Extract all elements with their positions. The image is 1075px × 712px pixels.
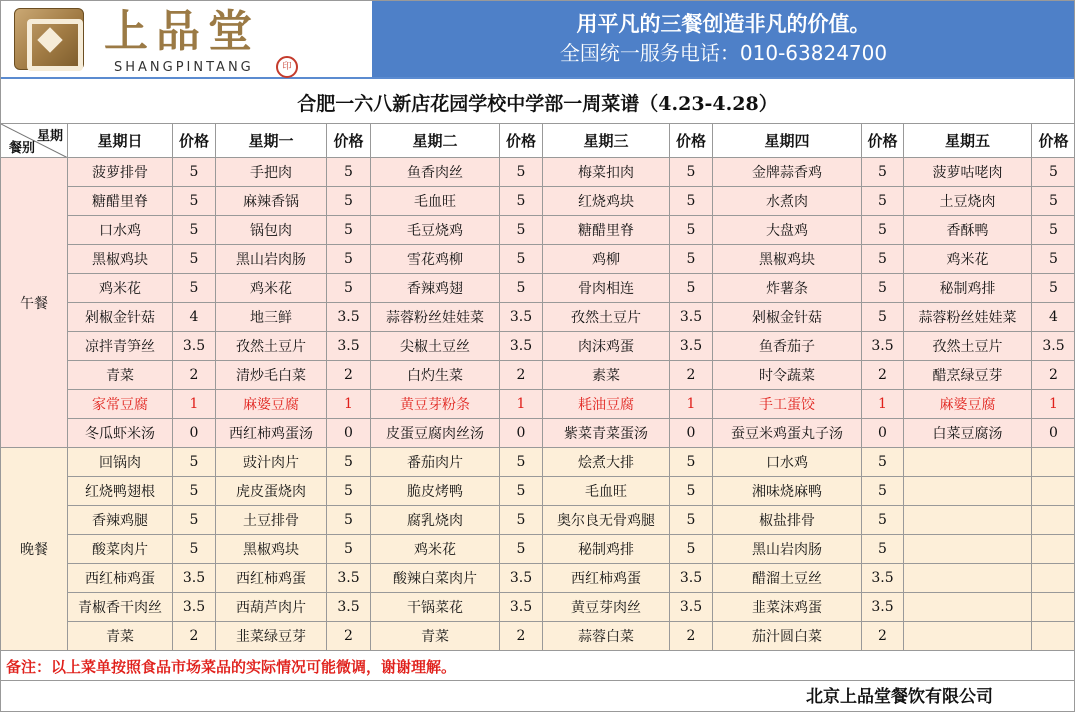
dish-cell: 凉拌青笋丝 [68,332,173,361]
price-cell: 0 [670,419,713,448]
dish-cell: 青菜 [68,361,173,390]
dish-cell: 清炒毛白菜 [216,361,327,390]
price-cell: 5 [1032,187,1075,216]
price-cell: 5 [173,506,216,535]
price-cell: 5 [327,448,371,477]
dish-cell: 蒜蓉粉丝娃娃菜 [904,303,1032,332]
hotline: 全国统一服务电话：010-63824700 [559,41,888,65]
price-cell: 3.5 [500,593,543,622]
price-cell: 5 [173,535,216,564]
table-row [1,448,1075,477]
dish-cell: 手工蛋饺 [713,390,862,419]
dish-cell: 西红柿鸡蛋 [68,564,173,593]
price-cell: 5 [173,216,216,245]
price-cell: 3.5 [1032,332,1075,361]
dish-cell: 大盘鸡 [713,216,862,245]
slogan-banner [372,0,1075,77]
dish-cell: 腐乳烧肉 [371,506,500,535]
table-row [1,564,1075,593]
price-cell: 5 [327,274,371,303]
dish-cell: 奥尔良无骨鸡腿 [543,506,670,535]
price-cell: 5 [862,535,904,564]
dish-cell: 醋烹绿豆芽 [904,361,1032,390]
dish-cell: 蒜蓉粉丝娃娃菜 [371,303,500,332]
price-cell: 5 [173,158,216,187]
dish-cell: 糖醋里脊 [68,187,173,216]
dish-cell: 素菜 [543,361,670,390]
price-cell: 5 [173,477,216,506]
price-cell: 5 [670,187,713,216]
dish-cell: 家常豆腐 [68,390,173,419]
dish-cell: 锅包肉 [216,216,327,245]
price-cell: 2 [173,361,216,390]
price-cell: 2 [862,622,904,651]
dish-cell: 菠萝排骨 [68,158,173,187]
price-cell [1032,593,1075,622]
price-cell: 3.5 [500,303,543,332]
price-cell: 5 [500,477,543,506]
price-cell: 3.5 [500,332,543,361]
dish-cell: 黄豆芽肉丝 [543,593,670,622]
dish-cell: 金牌蒜香鸡 [713,158,862,187]
dish-cell: 鸡柳 [543,245,670,274]
price-cell: 3.5 [862,593,904,622]
table-row [1,593,1075,622]
lunch-label: 午餐 [1,158,68,448]
menu-body [1,158,1075,651]
price-cell: 1 [1032,390,1075,419]
price-cell: 3.5 [500,564,543,593]
day-header: 星期一 [216,124,327,158]
price-cell [1032,448,1075,477]
table-row [1,535,1075,564]
dish-cell: 青椒香干肉丝 [68,593,173,622]
price-cell: 3.5 [173,564,216,593]
price-cell: 5 [862,448,904,477]
table-row [1,245,1075,274]
price-header: 价格 [862,124,904,158]
dish-cell: 红烧鸡块 [543,187,670,216]
dish-cell: 剁椒金针菇 [68,303,173,332]
price-cell: 5 [500,216,543,245]
dish-cell: 鱼香茄子 [713,332,862,361]
page-title: 合肥一六八新店花园学校中学部一周菜谱（4.23-4.28） [297,93,778,115]
dish-cell: 西红柿鸡蛋汤 [216,419,327,448]
dish-cell: 黄豆芽粉条 [371,390,500,419]
price-cell: 5 [670,245,713,274]
dish-cell [904,564,1032,593]
price-header: 价格 [1032,124,1075,158]
dish-cell: 麻婆豆腐 [904,390,1032,419]
dish-cell: 剁椒金针菇 [713,303,862,332]
dish-cell: 韭菜沫鸡蛋 [713,593,862,622]
price-cell: 5 [327,477,371,506]
dish-cell: 手把肉 [216,158,327,187]
dish-cell: 毛血旺 [543,477,670,506]
dish-cell: 豉汁肉片 [216,448,327,477]
corner-meal-label: 餐别 [9,141,36,156]
price-cell: 5 [670,216,713,245]
price-cell: 5 [173,245,216,274]
price-cell: 2 [173,622,216,651]
corner-cell [1,124,68,158]
price-cell: 5 [173,448,216,477]
dish-cell: 秘制鸡排 [904,274,1032,303]
dish-cell: 梅菜扣肉 [543,158,670,187]
price-cell [1032,477,1075,506]
dish-cell: 虎皮蛋烧肉 [216,477,327,506]
dish-cell: 土豆排骨 [216,506,327,535]
price-header: 价格 [327,124,371,158]
price-cell: 3.5 [862,332,904,361]
price-cell: 0 [500,419,543,448]
price-cell: 3.5 [327,593,371,622]
dish-cell: 地三鲜 [216,303,327,332]
price-cell: 2 [862,361,904,390]
price-cell: 1 [862,390,904,419]
dish-cell: 水煮肉 [713,187,862,216]
price-cell: 5 [1032,245,1075,274]
dish-cell: 茄汁圆白菜 [713,622,862,651]
price-cell: 2 [500,361,543,390]
table-row [1,216,1075,245]
dish-cell: 回锅肉 [68,448,173,477]
dish-cell: 脆皮烤鸭 [371,477,500,506]
price-cell: 3.5 [670,564,713,593]
day-header: 星期五 [904,124,1032,158]
price-cell: 5 [862,274,904,303]
dish-cell: 香辣鸡翅 [371,274,500,303]
price-cell: 5 [500,245,543,274]
price-cell: 5 [670,158,713,187]
dish-cell: 口水鸡 [713,448,862,477]
price-header: 价格 [500,124,543,158]
header [0,0,1075,79]
logo-text: 上品堂 [104,6,260,57]
dish-cell [904,448,1032,477]
price-cell: 5 [670,448,713,477]
price-cell: 5 [500,274,543,303]
footnote: 备注：以上菜单按照食品市场菜品的实际情况可能微调，谢谢理解。 [0,653,1075,681]
price-cell: 5 [327,535,371,564]
price-cell: 3.5 [327,303,371,332]
dish-cell: 酸辣白菜肉片 [371,564,500,593]
price-cell: 3.5 [173,332,216,361]
dish-cell: 孜然土豆片 [904,332,1032,361]
table-row [1,332,1075,361]
price-cell: 3.5 [862,564,904,593]
price-cell: 5 [670,535,713,564]
table-row [1,506,1075,535]
slogan: 用平凡的三餐创造非凡的价值。 [576,12,871,36]
dish-cell: 鸡米花 [904,245,1032,274]
dish-cell: 蒜蓉白菜 [543,622,670,651]
dish-cell: 鸡米花 [371,535,500,564]
price-cell: 3.5 [173,593,216,622]
dish-cell: 黑椒鸡块 [68,245,173,274]
dish-cell: 湘味烧麻鸭 [713,477,862,506]
price-cell [1032,622,1075,651]
dish-cell: 雪花鸡柳 [371,245,500,274]
price-cell: 1 [173,390,216,419]
weekly-menu-table [0,123,1075,651]
price-cell: 2 [327,622,371,651]
dish-cell: 白灼生菜 [371,361,500,390]
price-cell: 2 [1032,361,1075,390]
price-cell: 5 [1032,216,1075,245]
logo-emblem-icon [14,8,84,70]
table-row [1,187,1075,216]
price-cell: 5 [327,158,371,187]
price-cell: 3.5 [327,564,371,593]
table-row [1,361,1075,390]
dish-cell [904,535,1032,564]
dish-cell: 黑椒鸡块 [216,535,327,564]
dish-cell: 鸡米花 [216,274,327,303]
day-header: 星期二 [371,124,500,158]
price-cell: 4 [173,303,216,332]
dish-cell: 西葫芦肉片 [216,593,327,622]
price-cell: 2 [670,622,713,651]
dish-cell: 香酥鸭 [904,216,1032,245]
dish-cell: 皮蛋豆腐肉丝汤 [371,419,500,448]
table-row [1,303,1075,332]
price-cell: 5 [862,187,904,216]
table-row [1,419,1075,448]
price-cell [1032,506,1075,535]
price-cell: 1 [327,390,371,419]
dish-cell: 尖椒土豆丝 [371,332,500,361]
price-cell: 5 [327,187,371,216]
day-header: 星期三 [543,124,670,158]
dish-cell: 香辣鸡腿 [68,506,173,535]
price-cell: 5 [862,216,904,245]
dish-cell: 紫菜青菜蛋汤 [543,419,670,448]
dish-cell: 孜然土豆片 [216,332,327,361]
price-cell: 5 [1032,274,1075,303]
price-cell: 5 [327,506,371,535]
price-cell: 5 [500,158,543,187]
price-cell: 1 [670,390,713,419]
table-row [1,158,1075,187]
brand-logo [8,4,370,77]
dish-cell: 蚕豆米鸡蛋丸子汤 [713,419,862,448]
price-cell: 5 [862,245,904,274]
price-header: 价格 [670,124,713,158]
price-cell: 5 [173,187,216,216]
dish-cell: 麻婆豆腐 [216,390,327,419]
dish-cell: 椒盐排骨 [713,506,862,535]
price-cell: 5 [862,158,904,187]
price-cell: 0 [862,419,904,448]
dish-cell: 酸菜肉片 [68,535,173,564]
table-row [1,390,1075,419]
price-cell: 0 [173,419,216,448]
dish-cell: 番茄肉片 [371,448,500,477]
price-cell: 5 [862,477,904,506]
day-header: 星期日 [68,124,173,158]
price-header: 价格 [173,124,216,158]
day-header: 星期四 [713,124,862,158]
dinner-label: 晚餐 [1,448,68,651]
price-cell [1032,535,1075,564]
price-cell: 0 [1032,419,1075,448]
dish-cell [904,477,1032,506]
dish-cell: 毛血旺 [371,187,500,216]
dish-cell: 黑山岩肉肠 [216,245,327,274]
price-cell: 5 [670,506,713,535]
dish-cell: 时令蔬菜 [713,361,862,390]
dish-cell: 孜然土豆片 [543,303,670,332]
dish-cell [904,593,1032,622]
price-cell: 5 [862,303,904,332]
dish-cell: 鸡米花 [68,274,173,303]
dish-cell: 耗油豆腐 [543,390,670,419]
dish-cell: 白菜豆腐汤 [904,419,1032,448]
dish-cell: 醋溜土豆丝 [713,564,862,593]
dish-cell: 青菜 [371,622,500,651]
price-cell: 1 [500,390,543,419]
dish-cell: 烩煮大排 [543,448,670,477]
dish-cell: 炸薯条 [713,274,862,303]
dish-cell: 菠萝咕咾肉 [904,158,1032,187]
price-cell: 5 [173,274,216,303]
dish-cell: 鱼香肉丝 [371,158,500,187]
dish-cell: 麻辣香锅 [216,187,327,216]
price-cell: 5 [670,477,713,506]
table-header-row [1,124,1075,158]
dish-cell: 糖醋里脊 [543,216,670,245]
dish-cell: 冬瓜虾米汤 [68,419,173,448]
price-cell: 2 [327,361,371,390]
price-cell: 4 [1032,303,1075,332]
price-cell [1032,564,1075,593]
dish-cell [904,622,1032,651]
dish-cell: 口水鸡 [68,216,173,245]
seal-icon: 印 [276,56,298,78]
price-cell: 5 [500,535,543,564]
dish-cell: 黑椒鸡块 [713,245,862,274]
price-cell: 0 [327,419,371,448]
price-cell: 5 [327,245,371,274]
dish-cell: 肉沫鸡蛋 [543,332,670,361]
price-cell: 2 [500,622,543,651]
dish-cell: 韭菜绿豆芽 [216,622,327,651]
dish-cell: 黑山岩肉肠 [713,535,862,564]
logo-subtitle: SHANGPINTANG [114,60,254,75]
price-cell: 5 [1032,158,1075,187]
price-cell: 3.5 [670,332,713,361]
table-row [1,622,1075,651]
dish-cell: 青菜 [68,622,173,651]
price-cell: 3.5 [670,593,713,622]
price-cell: 3.5 [327,332,371,361]
price-cell: 5 [327,216,371,245]
table-row [1,274,1075,303]
price-cell: 5 [670,274,713,303]
dish-cell: 毛豆烧鸡 [371,216,500,245]
dish-cell: 土豆烧肉 [904,187,1032,216]
price-cell: 5 [500,448,543,477]
dish-cell: 秘制鸡排 [543,535,670,564]
company-name: 北京上品堂餐饮有限公司 [806,687,993,707]
dish-cell: 干锅菜花 [371,593,500,622]
price-cell: 5 [500,506,543,535]
dish-cell: 骨肉相连 [543,274,670,303]
dish-cell: 西红柿鸡蛋 [543,564,670,593]
price-cell: 5 [862,506,904,535]
price-cell: 2 [670,361,713,390]
corner-day-label: 星期 [36,129,63,144]
dish-cell: 红烧鸭翅根 [68,477,173,506]
dish-cell: 西红柿鸡蛋 [216,564,327,593]
price-cell: 3.5 [670,303,713,332]
price-cell: 5 [500,187,543,216]
dish-cell [904,506,1032,535]
table-row [1,477,1075,506]
